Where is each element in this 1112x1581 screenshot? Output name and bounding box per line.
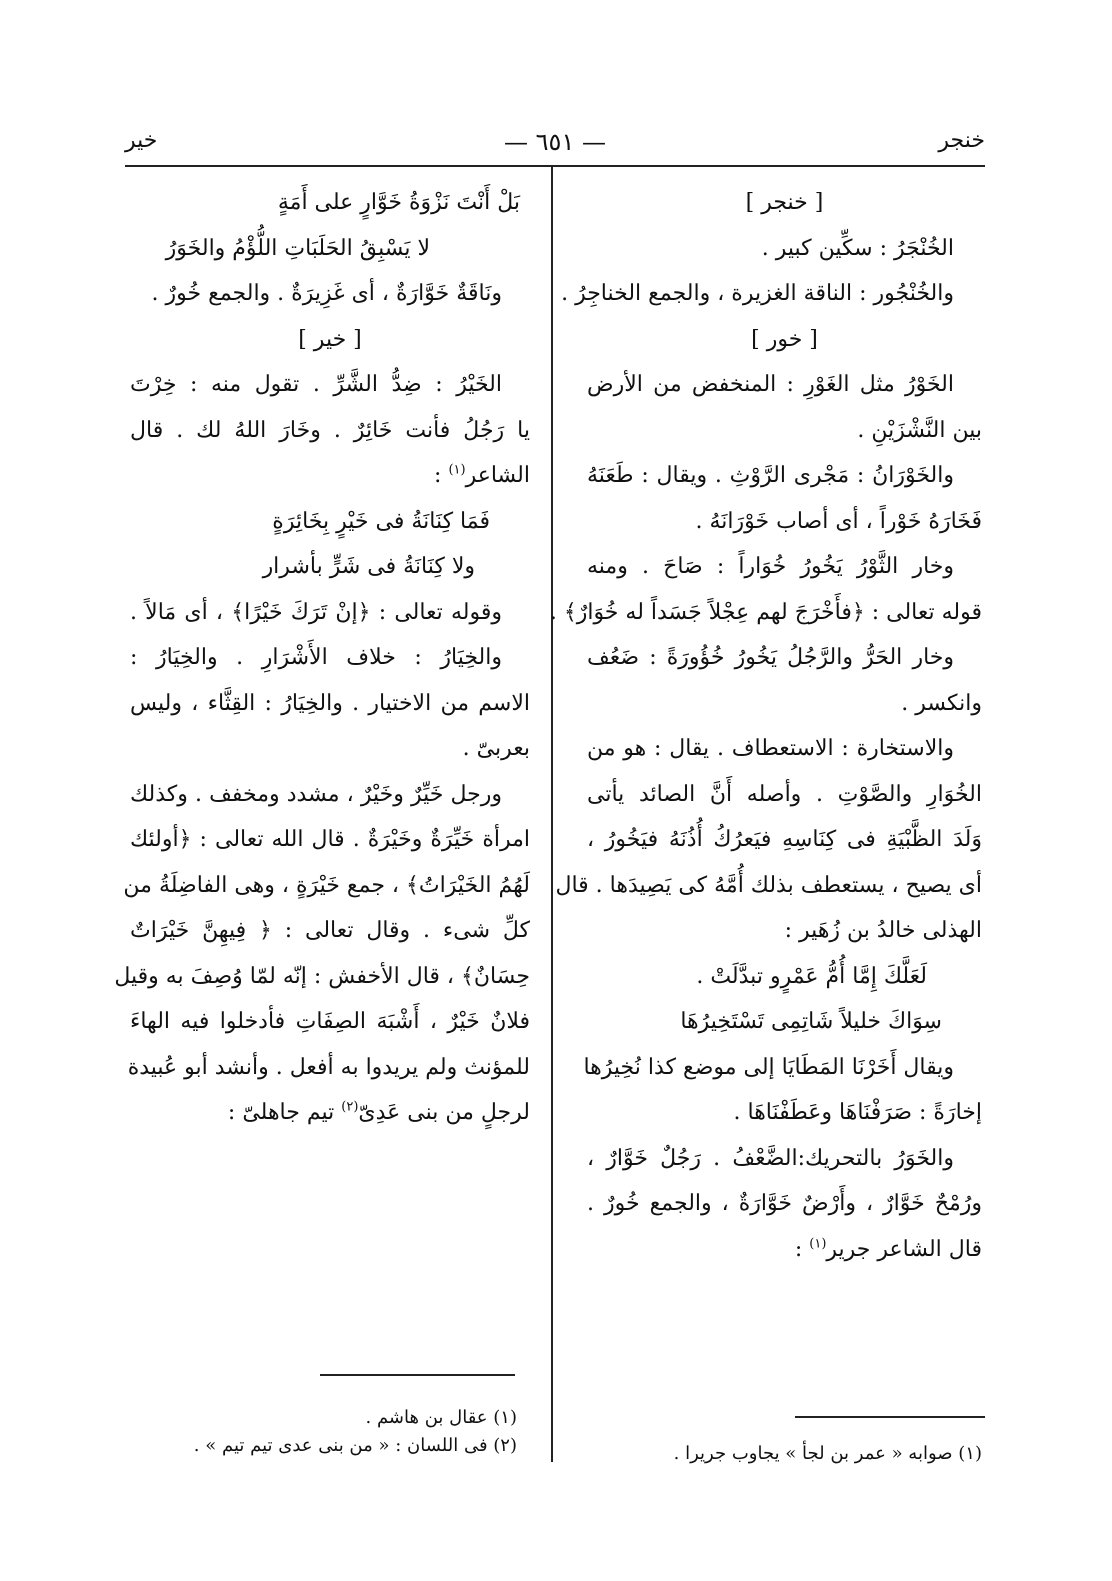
text-line: وانكسر . (901, 690, 982, 716)
text-line: امرأة خَيِّرَةٌ وخَيْرَةٌ . قال الله تعالى : ﴿أولئك (130, 827, 530, 852)
text-fragment: قال الشاعر جرير (826, 1236, 982, 1262)
text-line: بعربىّ . (462, 736, 530, 761)
text-line (130, 453, 530, 499)
footnote-marker: (١) (809, 1236, 827, 1252)
text-line: إخارَةً : صَرَفْنَاهَا وعَطَفْنَاهَا . (733, 1100, 982, 1125)
quran-quote-line: قوله تعالى : ﴿فأَخْرَجَ لهم عِجْلاً جَسَداً له خُوَارٌ﴾ . (549, 599, 982, 625)
text-line: الهذلى خالدُ بن زُهَير : (784, 918, 982, 943)
text-line: الخَيْرُ : ضِدُّ الشَّرِّ . تقول منه : خِرْتَ (130, 372, 502, 397)
text-line: يا رَجُلُ فأنت خَائِرٌ . وخَارَ اللهُ لك . قال (130, 417, 530, 443)
text-line: لَهُمُ الخَيْرَاتُ﴾ ، جمع خَيْرَةٍ ، وهى الفاضِلَةُ من (123, 872, 530, 898)
verse-line: لا يَسْبِقُ الحَلَبَاتِ اللُّؤْمُ والخَوَرُ (165, 235, 430, 261)
text-line: ونَاقَةٌ خَوَّارَةٌ ، أى غَزِيرَةٌ . والجمع خُورٌ . (151, 281, 502, 306)
page-header (125, 128, 985, 168)
text-line: وخار الحَرُّ والرَّجُلُ يَخُورُ خُؤُورَةً : ضَعُف (587, 645, 954, 670)
text-fragment: لرجلٍ من بنى عَدِىّ (358, 1100, 530, 1125)
header-right-word: خنجر (938, 128, 985, 153)
footnote-rule-left (320, 1374, 515, 1376)
text-line: الاسم من الاختيار . والخِيَارُ : القِثَّاء ، وليس (130, 690, 530, 716)
text-line: ويقال أَخَرْنَا المَطَايَا إلى موضع كذا نُخِيرُها (583, 1054, 954, 1080)
text-line: والخَوَرُ بالتحريك:الضَّعْفُ . رَجُلٌ خَوَّارٌ ، (587, 1145, 954, 1171)
text-fragment: الشاعر (465, 463, 530, 488)
verse-line: سِوَاكَ خليلاً شَاتِمِى تَسْتَخِيرُهَا (680, 1009, 942, 1034)
text-line: والاستخارة : الاستعطاف . يقال : هو من (587, 736, 954, 761)
page-number: — ٦٥١ — (504, 128, 606, 156)
footnote-rule-right (795, 1416, 985, 1418)
text-line: الخُوَارِ والصَّوْتِ . وأصله أَنَّ الصائد يأتى (587, 781, 982, 807)
entry-heading-khanjar: [ خنجر ] (745, 190, 824, 215)
text-line: وخار الثَّوْرُ يَخُورُ خُوَاراً : صَاحَ . ومنه (587, 554, 954, 579)
text-line: الخُنْجَرُ : سكِّين كبير . (761, 235, 954, 261)
verse-line: ولا كِنَانَةُ فى شَرٍّ بأشرار (262, 554, 475, 579)
right-column (549, 180, 982, 1272)
entry-heading-khayr: [ خير ] (298, 326, 362, 352)
footnote-marker: (٢) (341, 1099, 359, 1115)
text-line: ورجل خَيِّرٌ وخَيْرٌ ، مشدد ومخفف . وكذلك (130, 781, 502, 807)
text-fragment: : (434, 463, 449, 488)
column-divider (551, 167, 553, 1462)
text-line: كلِّ شىء . وقال تعالى : ﴿ فِيهِنَّ خَيْرَاتٌ (130, 918, 530, 943)
footnote-right: (١) صوابه « عمر بن لجأ » يجاوب جريرا . (673, 1443, 982, 1464)
text-line: أى يصيح ، يستعطف بذلك أُمَّهُ كى يَصِيدَها . قال (555, 872, 982, 898)
quran-quote-line: وقوله تعالى : ﴿إنْ تَرَكَ خَيْرًا﴾ ، أى مَالاً . (130, 599, 502, 625)
text-fragment: تيم جاهلىّ : (227, 1100, 335, 1125)
left-column (114, 180, 530, 1136)
text-line (130, 1090, 530, 1136)
entry-heading-khawr: [ خور ] (751, 326, 818, 352)
text-line: للمؤنث ولم يريدوا به أفعل . وأنشد أبو عُبيدة (127, 1054, 530, 1080)
text-line (587, 1227, 982, 1273)
text-line: الخَوْرُ مثل الغَوْرِ : المنخفض من الأرض (587, 372, 954, 397)
text-line: حِسَانٌ﴾ ، قال الأخفش : إنّه لمّا وُصِفَ به وقيل (114, 963, 530, 989)
text-line: والخِيَارُ : خلاف الأَشْرَارِ . والخِيَارُ : (130, 645, 502, 670)
text-line: والخُنْجُور : الناقة الغزيرة ، والجمع الخناجِرُ . (561, 281, 954, 306)
footnote-left-2: (٢) فى اللسان : « من بنى عدى تيم تيم » . (193, 1435, 517, 1456)
verse-line: فَمَا كِنَانَةُ فى خَيْرٍ بِخَائِرَةٍ (272, 508, 490, 534)
text-line: بين النَّشْزَيْنِ . (857, 417, 982, 443)
text-fragment: : (794, 1236, 810, 1262)
verse-line: بَلْ أَنْتَ نَزْوَةُ خَوَّارٍ على أَمَةٍ (277, 190, 520, 215)
text-line: والخَوْرَانُ : مَجْرى الرَّوْثِ . ويقال : طَعَنَهُ (587, 463, 954, 488)
text-line: وَلَدَ الظَّبْيَةِ فى كِنَاسِهِ فيَعرُكُ أُذُنَهُ فيَخُورُ ، (587, 827, 982, 852)
text-line: ورُمْحٌ خَوَّارٌ ، وأَرْضٌ خَوَّارَةٌ ، والجمع خُورٌ . (587, 1191, 982, 1216)
header-rule (125, 165, 985, 167)
footnote-left-1: (١) عقال بن هاشم . (365, 1407, 517, 1428)
verse-line: لَعَلَّكَ إِمَّا أُمُّ عَمْرٍو تبدَّلَتْ . (696, 963, 927, 989)
text-line: فلانٌ خَيْرٌ ، أَشْبَهَ الصِفَاتِ فأدخلوا فيه الهاءَ (130, 1009, 530, 1034)
footnote-marker: (١) (448, 462, 466, 478)
text-line: فَخَارَهُ خَوْراً ، أى أصاب خَوْرَانَهُ . (695, 508, 982, 534)
header-left-word: خير (125, 128, 158, 153)
